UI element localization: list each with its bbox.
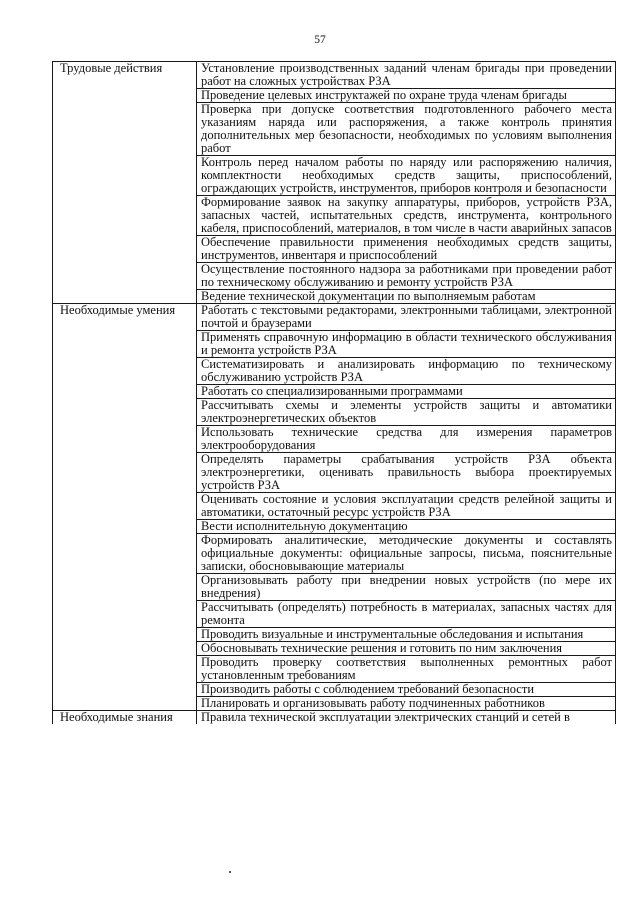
table-row: Ведение технической документации по выполняемым работам [201,289,536,303]
table-row: Использовать технические средства для измерения параметров электрооборудования [197,426,615,453]
table-row: Установление производственных заданий членам бригады при проведении работ на сложных устройствах РЗА [197,62,615,89]
table-row: Организовывать работу при внедрении новых устройств (по мере их внедрения) [197,574,615,601]
section-label: Необходимые знания [53,711,197,724]
table-row: Контроль перед началом работы по наряду или распоряжению наличия, комплектности необходимых средств защиты, приспособлений, ограждающих устройств, инструментов, приборов контроля и безопасности [197,156,615,196]
page-number: 57 [314,34,326,46]
table-row: Рассчитывать (определять) потребность в материалах, запасных частях для ремонта [197,601,615,628]
section-required-skills [53,304,615,711]
table-row: Работать со специализированными программами [197,385,615,399]
section-items [197,711,615,724]
section-label: Необходимые умения [53,304,197,710]
table-row: Планировать и организовывать работу подчиненных работников [201,696,545,710]
table-row: Применять справочную информацию в области технического обслуживания и ремонта устройств РЗА [197,331,615,358]
table-row: Рассчитывать схемы и элементы устройств защиты и автоматики электроэнергетических объектов [197,399,615,426]
section-items [197,62,615,303]
table-row: Определять параметры срабатывания устройств РЗА объекта электроэнергетики, оценивать правильность выбора проектируемых устройств РЗА [197,453,615,493]
table-row: Производить работы с соблюдением требований безопасности [197,683,615,697]
table-row: Правила технической эксплуатации электрических станций и сетей в [201,710,570,724]
table-row: Проведение целевых инструктажей по охране труда членам бригады [197,89,615,103]
scan-speck [229,871,231,873]
table-row: Обеспечение правильности применения необходимых средств защиты, инструментов, инвентаря и приспособлений [197,236,615,263]
table-row: Обосновывать технические решения и готовить по ним заключения [197,642,615,656]
table-row: Оценивать состояние и условия эксплуатации средств релейной защиты и автоматики, остаточный ресурс устройств РЗА [197,493,615,520]
section-label: Трудовые действия [53,62,197,303]
table-row: Систематизировать и анализировать информацию по техническому обслуживанию устройств РЗА [197,358,615,385]
section-items [197,304,615,710]
table-row: Формирование заявок на закупку аппаратуры, приборов, устройств РЗА, запасных частей, испытательных средств, инструмента, контрольного кабеля, приспособлений, материалов, в том числе в части аварийных запасов [197,196,615,236]
table-row: Проводить визуальные и инструментальные обследования и испытания [197,628,615,642]
table-row: Формировать аналитические, методические документы и составлять официальные документы: официальные запросы, письма, пояснительные записки, обосновывающие материалы [197,534,615,574]
section-required-knowledge [53,711,615,724]
section-labor-actions [53,62,615,304]
table-row: Осуществление постоянного надзора за работниками при проведении работ по техническому обслуживанию и ремонту устройств РЗА [197,263,615,290]
competency-table [52,61,616,724]
table-row: Вести исполнительную документацию [197,520,615,534]
table-row: Проверка при допуске соответствия подготовленного рабочего места указаниям наряда или распоряжения, а также контроль принятия дополнительных мер безопасности, необходимых по условиям выполнения работ [197,103,615,156]
table-row: Проводить проверку соответствия выполненных ремонтных работ установленным требованиям [197,656,615,683]
table-row: Работать с текстовыми редакторами, электронными таблицами, электронной почтой и браузерами [197,304,615,331]
